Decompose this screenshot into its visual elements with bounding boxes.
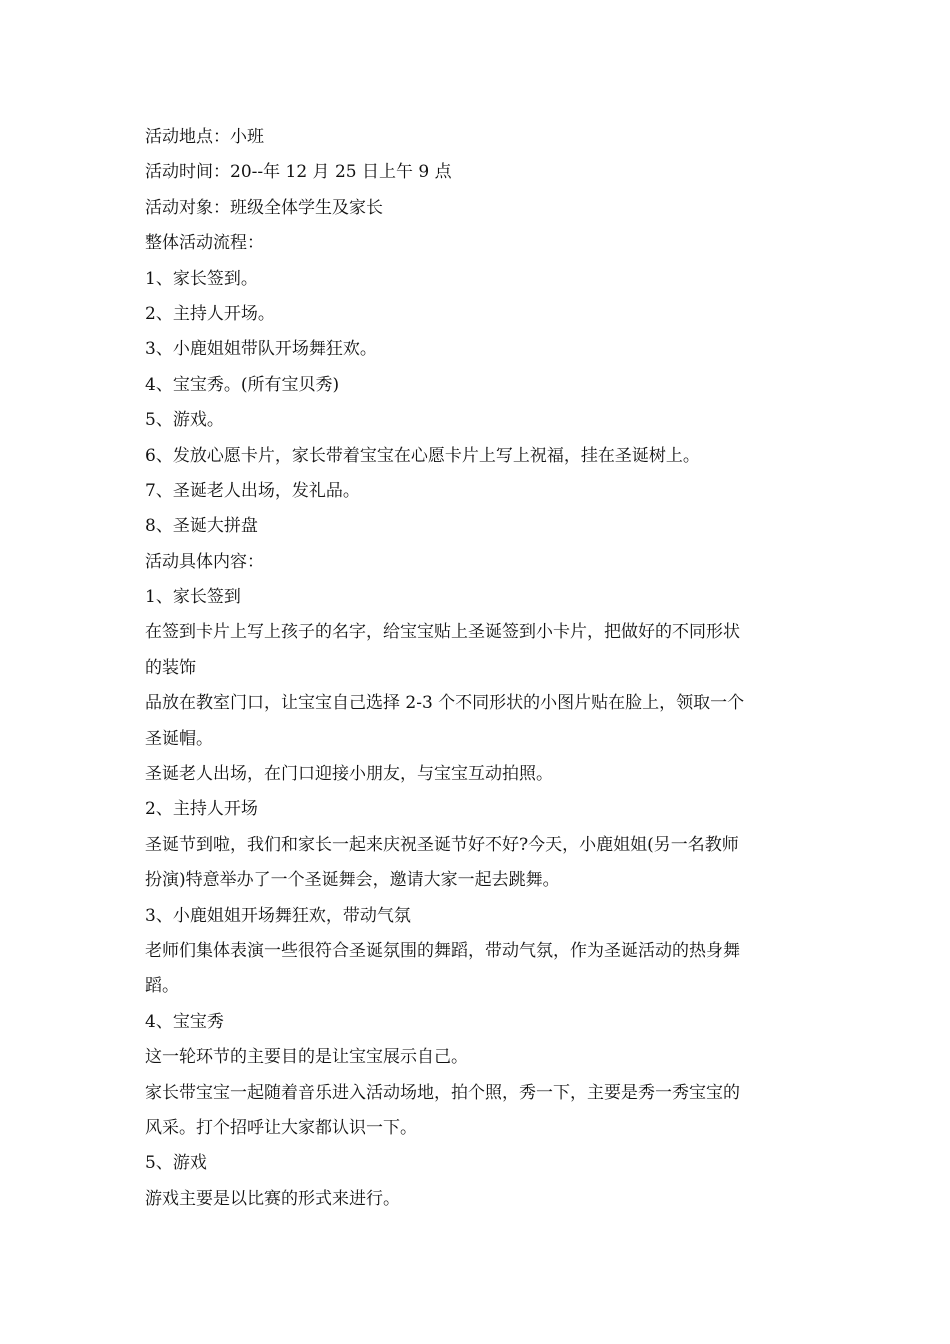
paragraph-line: 老师们集体表演一些很符合圣诞氛围的舞蹈，带动气氛，作为圣诞活动的热身舞 xyxy=(145,940,740,961)
subsection-heading: 4、宝宝秀 xyxy=(145,1011,224,1032)
subsection-heading: 2、主持人开场 xyxy=(145,799,258,820)
text-line: 活动对象：班级全体学生及家长 xyxy=(145,197,383,218)
paragraph-line: 圣诞老人出场，在门口迎接小朋友，与宝宝互动拍照。 xyxy=(145,764,553,785)
list-item: 1、家长签到。 xyxy=(145,268,258,289)
paragraph-line: 在签到卡片上写上孩子的名字，给宝宝贴上圣诞签到小卡片，把做好的不同形状 xyxy=(145,622,740,643)
text-line: 活动地点：小班 xyxy=(145,127,264,147)
text-line: 活动时间：20--年 12 月 25 日上午 9 点 xyxy=(145,162,452,183)
paragraph-line: 这一轮环节的主要目的是让宝宝展示自己。 xyxy=(145,1047,468,1068)
paragraph-line: 圣诞帽。 xyxy=(145,728,213,749)
section-heading: 整体活动流程： xyxy=(145,233,264,254)
list-item: 6、发放心愿卡片，家长带着宝宝在心愿卡片上写上祝福，挂在圣诞树上。 xyxy=(145,445,700,466)
paragraph-line: 圣诞节到啦，我们和家长一起来庆祝圣诞节好不好?今天，小鹿姐姐(另一名教师 xyxy=(145,834,739,855)
paragraph-line: 品放在教室门口，让宝宝自己选择 2-3 个不同形状的小图片贴在脸上，领取一个 xyxy=(145,693,745,714)
paragraph-line: 的装饰 xyxy=(145,657,196,678)
document-body xyxy=(145,120,810,1217)
section-heading: 活动具体内容： xyxy=(145,551,264,572)
list-item: 3、小鹿姐姐带队开场舞狂欢。 xyxy=(145,339,377,360)
paragraph-line: 蹈。 xyxy=(145,976,179,997)
subsection-heading: 5、游戏 xyxy=(145,1153,207,1174)
subsection-heading: 1、家长签到 xyxy=(145,587,241,608)
list-item: 4、宝宝秀。(所有宝贝秀) xyxy=(145,374,340,395)
paragraph-line: 游戏主要是以比赛的形式来进行。 xyxy=(145,1188,400,1209)
list-item: 2、主持人开场。 xyxy=(145,303,275,324)
paragraph-line: 扮演)特意举办了一个圣诞舞会，邀请大家一起去跳舞。 xyxy=(145,870,560,891)
list-item: 8、圣诞大拼盘 xyxy=(145,516,258,537)
paragraph-line: 家长带宝宝一起随着音乐进入活动场地，拍个照，秀一下，主要是秀一秀宝宝的 xyxy=(145,1082,740,1103)
list-item: 7、圣诞老人出场，发礼品。 xyxy=(145,480,360,501)
subsection-heading: 3、小鹿姐姐开场舞狂欢，带动气氛 xyxy=(145,905,411,926)
paragraph-line: 风采。打个招呼让大家都认识一下。 xyxy=(145,1117,417,1138)
list-item: 5、游戏。 xyxy=(145,410,224,431)
